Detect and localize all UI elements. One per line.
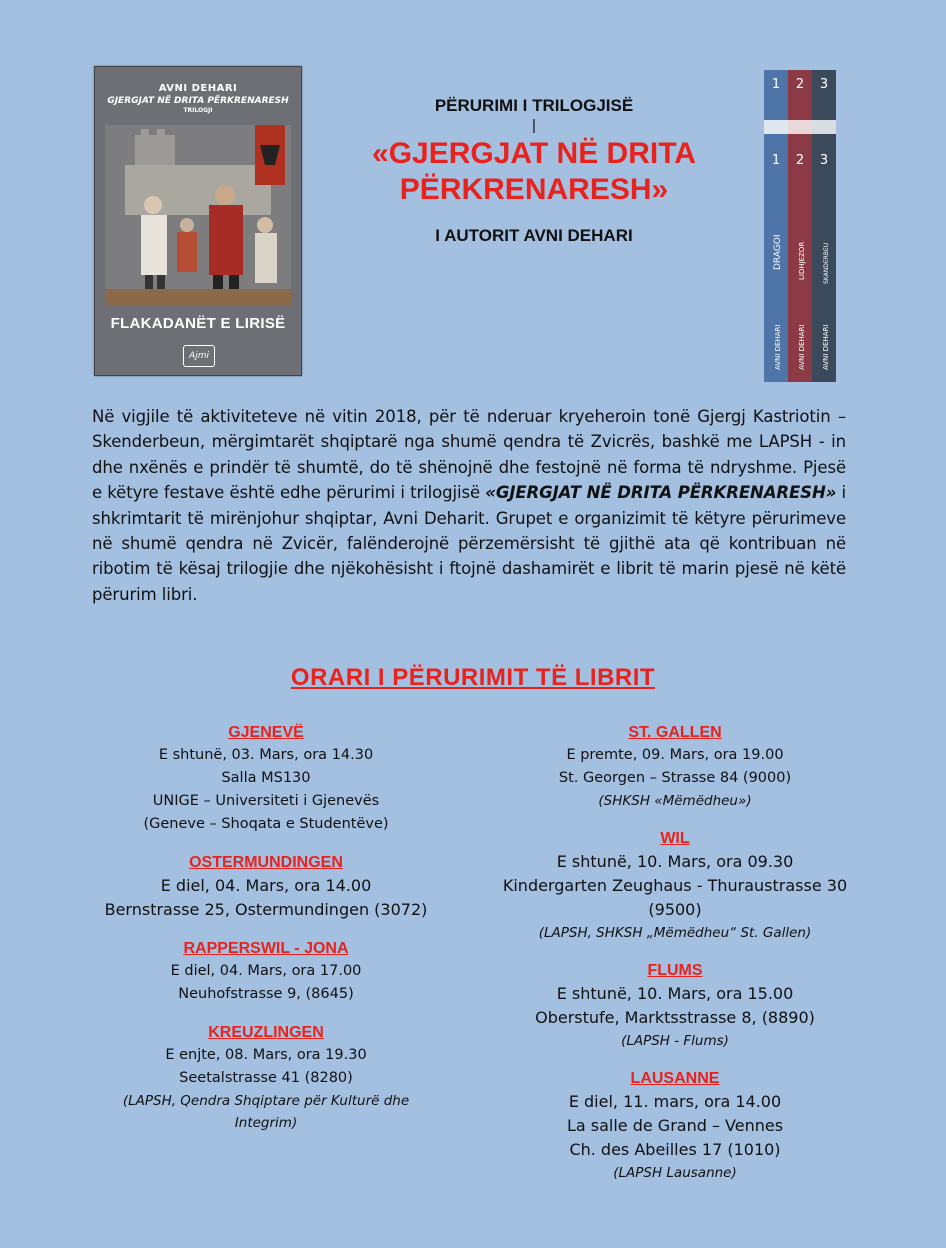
cover-subtitle: TRILOGJI [183, 107, 213, 114]
cover-header [95, 67, 301, 115]
spine-3-num-2: 3 [819, 153, 829, 168]
event-date: E shtunë, 10. Mars, ora 15.00 [556, 984, 794, 1003]
event-postcode: (9500) [648, 900, 702, 919]
event-ostermundingen [92, 852, 440, 922]
event-address: Seetalstrasse 41 (8280) [179, 1070, 353, 1086]
spine-1-num-2: 1 [771, 153, 781, 168]
spine-2-title: LIDHJEZOR [798, 241, 806, 280]
cover-title: GJERGJAT NË DRITA PËRKRENARESH [107, 96, 289, 106]
event-date: E shtunë, 10. Mars, ora 09.30 [556, 852, 794, 871]
book-spines [764, 70, 836, 382]
spine-2-num-2: 2 [795, 153, 805, 168]
header-title-line2: PËRKRENARESH» [399, 173, 669, 206]
event-wil [490, 828, 860, 944]
header [310, 96, 758, 246]
header-title [310, 136, 758, 208]
event-city: GJENEVË [228, 724, 304, 741]
header-separator: | [532, 117, 536, 134]
event-organizer: (LAPSH, SHKSH „Mëmëdheu“ St. Gallen) [538, 925, 812, 941]
event-date: E diel, 04. Mars, ora 17.00 [170, 963, 362, 979]
schedule-right-column [490, 722, 860, 1200]
event-city: WIL [660, 830, 690, 847]
event-city: RAPPERSWIL - JONA [183, 940, 349, 957]
schedule-left-column [92, 722, 440, 1150]
spine-1 [764, 70, 788, 382]
event-address: St. Georgen – Strasse 84 (9000) [558, 770, 792, 786]
event-city: OSTERMUNDINGEN [189, 854, 343, 871]
event-date: E enjte, 08. Mars, ora 19.30 [165, 1047, 367, 1063]
event-address: Oberstufe, Marktsstrasse 8, (8890) [535, 1008, 815, 1027]
schedule-title: ORARI I PËRURIMIT TË LIBRIT [290, 664, 656, 691]
event-organizer: (LAPSH - Flums) [621, 1033, 729, 1049]
header-author: I AUTORIT AVNI DEHARI [435, 226, 633, 245]
event-lausanne [490, 1068, 860, 1184]
spine-3 [812, 70, 836, 382]
spine-1-num: 1 [771, 77, 781, 92]
spine-2 [788, 70, 812, 382]
event-organizer: (Geneve – Shoqata e Studentëve) [143, 816, 389, 832]
event-address: Ch. des Abeilles 17 (1010) [569, 1140, 781, 1159]
event-date: E diel, 11. mars, ora 14.00 [568, 1092, 782, 1111]
event-city: KREUZLINGEN [208, 1024, 324, 1041]
intro-paragraph [92, 404, 846, 607]
event-organizer: (LAPSH Lausanne) [613, 1165, 737, 1181]
event-organizer-cont: Integrim) [234, 1115, 298, 1131]
event-venue: Salla MS130 [221, 770, 311, 786]
event-venue-detail: UNIGE – Universiteti i Gjenevës [152, 793, 380, 809]
event-venue: La salle de Grand – Vennes [566, 1116, 784, 1135]
publisher-logo: Ajmi [183, 345, 215, 367]
cover-illustration [105, 125, 291, 305]
spine-2-author: AVNI DEHARI [798, 324, 806, 370]
spine-3-num: 3 [819, 77, 829, 92]
event-city: FLUMS [647, 962, 703, 979]
intro-book-title: «GJERGJAT NË DRITA PËRKRENARESH» [485, 483, 837, 503]
event-address: Kindergarten Zeughaus - Thuraustrasse 30 [502, 876, 848, 895]
event-date: E shtunë, 03. Mars, ora 14.30 [158, 747, 374, 763]
event-kreuzlingen [92, 1022, 440, 1134]
spine-3-title: SKANDERBEU [823, 242, 830, 284]
event-city: ST. GALLEN [628, 724, 722, 741]
event-stgallen [490, 722, 860, 812]
header-title-line1: «GJERGJAT NË DRITA [372, 137, 696, 170]
event-gjeneve [92, 722, 440, 836]
spine-1-title: DRAGOI [773, 234, 783, 270]
cover-series-title: FLAKADANËT E LIRISË [110, 315, 286, 332]
event-address: Bernstrasse 25, Ostermundingen (3072) [104, 900, 428, 919]
header-line1: PËRURIMI I TRILOGJISË [434, 96, 634, 115]
book-cover [94, 66, 302, 376]
event-rapperswil [92, 938, 440, 1006]
intro-part2: i shkrimtarit të mirënjohur shqiptar, Avni Deharit. Grupet e organizimit të këtyre përurimeve në shumë qendra në Zvicër, falënderojnë përzemërsisht të gjithë ata që kontribuan në ribotim të kësaj trilogjie dhe njëkohësisht i ftojnë dashamirët e librit të marin pjesë në këtë përurim libri. [92, 483, 847, 604]
event-flums [490, 960, 860, 1052]
event-city: LAUSANNE [630, 1070, 720, 1087]
spine-1-author: AVNI DEHARI [774, 324, 782, 370]
intro-part1: Në vigjile të aktiviteteve në vitin 2018, për të nderuar kryeheroin tonë Gjergj Kastriotin – Skenderbeun, mërgimtarët shqiptarë nga shumë qendra të Zvicrës, bashkë me LAPSH - in dhe nxënës e prindër të shumtë, do të shënojnë dhe festojnë në forma të ndryshme. Pjesë e këtyre festave është edhe përurimi i trilogjisë [92, 407, 846, 503]
event-organizer: (SHKSH «Mëmëdheu») [598, 793, 752, 809]
spine-2-num: 2 [795, 77, 805, 92]
event-date: E diel, 04. Mars, ora 14.00 [160, 876, 372, 895]
cover-author: AVNI DEHARI [158, 83, 238, 94]
event-address: Neuhofstrasse 9, (8645) [178, 986, 354, 1002]
event-date: E premte, 09. Mars, ora 19.00 [566, 747, 784, 763]
spine-3-author: AVNI DEHARI [822, 324, 830, 370]
event-organizer: (LAPSH, Qendra Shqiptare për Kulturë dhe [122, 1093, 410, 1109]
